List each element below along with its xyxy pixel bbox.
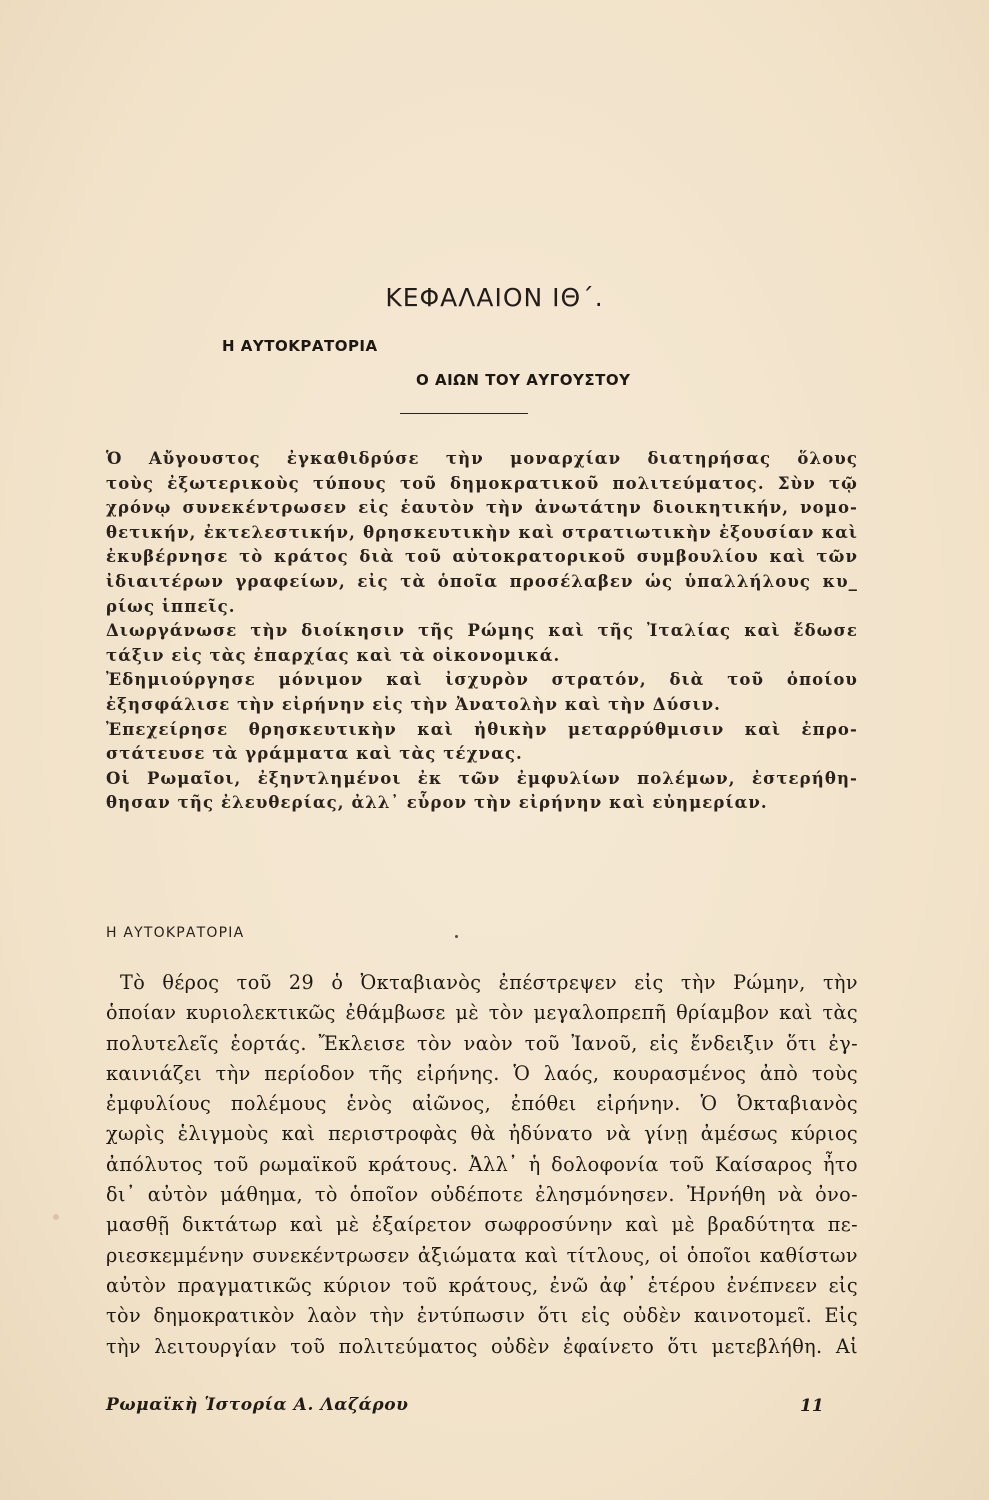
summary-line: ἐξησφάλισε τὴν εἰρήνην εἰς τὴν Ἀνατολὴν καὶ τὴν Δύσιν.: [106, 694, 721, 714]
summary-line: στάτευσε τὰ γράμματα καὶ τὰς τέχνας.: [106, 744, 523, 764]
summary-line: ἐκυβέρνησε τὸ κράτος διὰ τοῦ αὐτοκρατορικοῦ συμβουλίου καὶ τῶν: [106, 547, 858, 567]
body-line: τὸν δημοκρατικὸν λαὸν τὴν ἐντύπωσιν ὅτι εἰς οὐδὲν καινοτομεῖ. Εἰς: [106, 1304, 858, 1328]
body-line: μασθῇ δικτάτωρ καὶ μὲ ἐξαίρετον σωφροσύνην καὶ μὲ βραδύτητα πε-: [106, 1213, 858, 1237]
summary-line: ἰδιαιτέρων γραφείων, εἰς τὰ ὁποῖα προσέλαβεν ὡς ὑπαλλήλους κυ_: [106, 571, 858, 591]
chapter-summary: [106, 447, 858, 816]
summary-line: χρόνῳ συνεκέντρωσεν εἰς ἑαυτὸν τὴν ἀνωτάτην διοικητικήν, νομο-: [106, 498, 858, 518]
page-number: 11: [800, 1396, 824, 1416]
body-line: δι᾽ αὐτὸν μάθημα, τὸ ὁποῖον οὐδέποτε ἐλησμόνησεν. Ἠρνήθη νὰ ὀνο-: [106, 1183, 858, 1207]
body-line: καινιάζει τὴν περίοδον τῆς εἰρήνης. Ὁ λαός, κουρασμένος ἀπὸ τοὺς: [106, 1061, 858, 1085]
summary-line: Οἱ Ρωμαῖοι, ἐξηντλημένοι ἐκ τῶν ἐμφυλίων πολέμων, ἐστερήθη-: [106, 768, 858, 788]
summary-line: Διωργάνωσε τὴν διοίκησιν τῆς Ρώμης καὶ τῆς Ἰταλίας καὶ ἔδωσε: [106, 621, 858, 641]
summary-line: Ἐδημιούργησε μόνιμον καὶ ἰσχυρὸν στρατόν, διὰ τοῦ ὁποίου: [106, 670, 858, 690]
body-line: Τὸ θέρος τοῦ 29 ὁ Ὀκταβιανὸς ἐπέστρεψεν εἰς τὴν Ρώμην, τὴν: [120, 971, 858, 994]
summary-line: Ὁ Αὔγουστος ἐγκαθιδρύσε τὴν μοναρχίαν διατηρήσας ὅλους: [106, 449, 858, 468]
body-line: χωρὶς ἑλιγμοὺς καὶ περιστροφὰς θὰ ἠδύνατο νὰ γίνῃ ἀμέσως κύριος: [106, 1122, 858, 1146]
summary-line: ρίως ἱππεῖς.: [106, 596, 236, 616]
heading-empire: Η ΑΥΤΟΚΡΑΤΟΡΙΑ: [222, 337, 378, 355]
summary-line: τάξιν εἰς τὰς ἐπαρχίας καὶ τὰ οἰκονομικά.: [106, 645, 561, 665]
summary-line: Ἐπεχείρησε θρησκευτικὴν καὶ ἠθικὴν μεταρρύθμισιν καὶ ἐπρο-: [106, 719, 858, 739]
summary-line: θησαν τῆς ἐλευθερίας, ἀλλ᾽ εὗρον τὴν εἰρήνην καὶ εὐημερίαν.: [106, 793, 768, 813]
summary-line: τοὺς ἐξωτερικοὺς τύπους τοῦ δημοκρατικοῦ πολιτεύματος. Σὺν τῷ: [106, 473, 858, 493]
body-line: ὁποίαν κυριολεκτικῶς ἐθάμβωσε μὲ τὸν μεγαλοπρεπῆ θρίαμβον καὶ τὰς: [106, 1001, 858, 1025]
ink-dot: [455, 935, 458, 938]
body-text: [106, 968, 858, 1362]
body-line: τὴν λειτουργίαν τοῦ πολιτεύματος οὐδὲν ἐφαίνετο ὅτι μετεβλήθη. Αἱ: [106, 1334, 858, 1358]
body-line: αὐτὸν πραγματικῶς κύριον τοῦ κράτους, ἐνῶ ἀφ᾽ ἑτέρου ἐνέπνεεν εἰς: [106, 1273, 858, 1297]
section-heading: Η ΑΥΤΟΚΡΑΤΟΡΙΑ: [106, 925, 245, 941]
chapter-title: ΚΕΦΑΛΑΙΟΝ ΙΘ΄.: [385, 283, 604, 312]
paper-stain: [53, 1214, 59, 1220]
body-line: ἐμφυλίους πολέμους ἑνὸς αἰῶνος, ἐπόθει εἰρήνην. Ὁ Ὀκταβιανὸς: [106, 1092, 858, 1116]
heading-age-of-augustus: Ο ΑΙΩΝ ΤΟΥ ΑΥΓΟΥΣΤΟΥ: [416, 371, 631, 389]
body-line: πολυτελεῖς ἑορτάς. Ἔκλεισε τὸν ναὸν τοῦ Ἰανοῦ, εἰς ἔνδειξιν ὅτι ἐγ-: [106, 1031, 858, 1055]
footer-book-title: Ρωμαϊκὴ Ἱστορία Α. Λαζάρου: [106, 1395, 409, 1415]
title-divider: [400, 413, 528, 414]
summary-line: θετικήν, ἐκτελεστικήν, θρησκευτικὴν καὶ στρατιωτικὴν ἐξουσίαν καὶ: [106, 522, 858, 542]
body-line: ἀπόλυτος τοῦ ρωμαϊκοῦ κράτους. Ἀλλ᾽ ἡ δολοφονία τοῦ Καίσαρος ἦτο: [106, 1152, 858, 1176]
body-line: ριεσκεμμένην συνεκέντρωσεν ἀξιώματα καὶ τίτλους, οἱ ὁποῖοι καθίστων: [106, 1243, 858, 1267]
